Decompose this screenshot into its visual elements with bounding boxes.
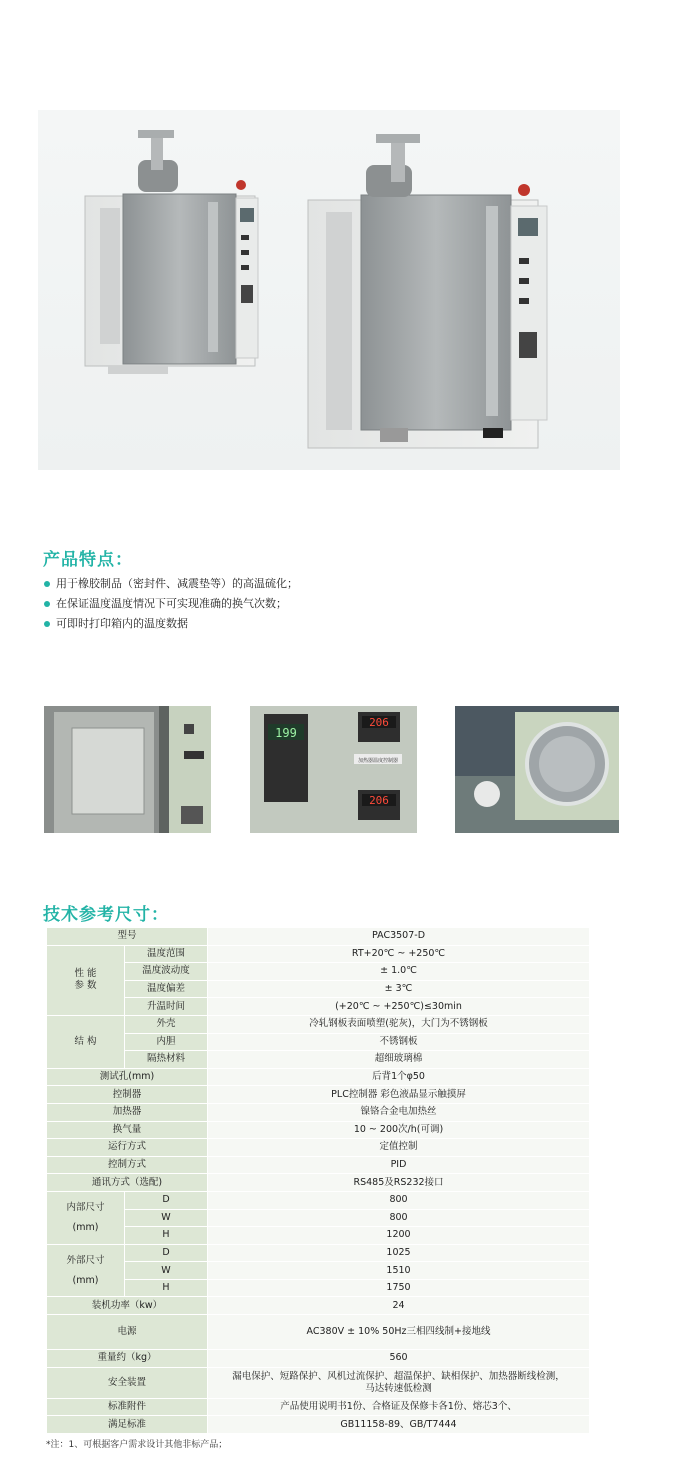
features-title: 产品特点： (43, 550, 133, 570)
table-row: 加热器 镍铬合金电加热丝 (47, 1103, 590, 1121)
fan-photo (455, 706, 619, 833)
table-row: 安全装置 漏电保护、短路保护、风机过流保护、超温保护、缺相保护、加热器断线检测， 马达转速低检测 (47, 1367, 590, 1398)
table-row: 型号 PAC3507-D (47, 928, 590, 946)
interior-photo (44, 706, 211, 833)
table-row: 测试孔(mm) 后背1个φ50 (47, 1068, 590, 1086)
feature-item: 可即时打印箱内的温度数据 (44, 614, 298, 634)
spec-table (46, 927, 590, 1434)
table-row: 隔热材料 超细玻璃棉 (47, 1051, 590, 1069)
bullet-icon (44, 601, 50, 607)
controller-photo (250, 706, 417, 833)
table-row: 运行方式 定值控制 (47, 1139, 590, 1157)
table-row: 标准附件 产品使用说明书1份、合格证及保修卡各1份、熔芯3个、 (47, 1398, 590, 1416)
table-row: 温度波动度 ± 1.0℃ (47, 963, 590, 981)
display-b-top: 206 (369, 716, 389, 729)
feature-item: 用于橡胶制品（密封件、减震垫等）的高温硫化； (44, 574, 298, 594)
table-row: 内部尺寸 (mm) D 800 (47, 1191, 590, 1209)
controller-label: 加热器温度控制器 (357, 758, 399, 764)
product-hero-image (38, 110, 620, 470)
feature-item: 在保证温度温度情况下可实现准确的换气次数； (44, 594, 298, 614)
table-row: 控制器 PLC控制器 彩色液晶显示触摸屏 (47, 1086, 590, 1104)
display-a-value: 199 (275, 726, 297, 740)
table-row: 电源 AC380V ± 10% 50Hz三相四线制+接地线 (47, 1315, 590, 1350)
table-row: 换气量 10 ~ 200次/h(可调) (47, 1121, 590, 1139)
bullet-icon (44, 621, 50, 627)
table-row: 满足标准 GB11158-89、GB/T7444 (47, 1416, 590, 1434)
display-b-bottom: 206 (369, 794, 389, 807)
feature-list (44, 574, 298, 634)
table-row: W 800 (47, 1209, 590, 1227)
table-row: 控制方式 PID (47, 1156, 590, 1174)
table-row: 结 构 外壳 冷轧钢板表面喷塑(驼灰)，大门为不锈钢板 (47, 1015, 590, 1033)
table-row: W 1510 (47, 1262, 590, 1280)
table-row: 重量约（kg） 560 (47, 1350, 590, 1368)
spec-title: 技术参考尺寸： (43, 905, 169, 925)
table-row: 升温时间 (+20℃ ~ +250℃)≤30min (47, 998, 590, 1016)
table-row: 温度偏差 ± 3℃ (47, 980, 590, 998)
table-row: 通讯方式（选配) RS485及RS232接口 (47, 1174, 590, 1192)
bullet-icon (44, 581, 50, 587)
table-row: 内胆 不锈钢板 (47, 1033, 590, 1051)
table-row: 外部尺寸 (mm) D 1025 (47, 1244, 590, 1262)
table-row: H 1200 (47, 1227, 590, 1245)
oven-illustration (38, 110, 620, 470)
footnote: *注：1、可根据客户需求设计其他非标产品； (46, 1440, 228, 1450)
table-row: H 1750 (47, 1279, 590, 1297)
table-row: 性 能 参 数 温度范围 RT+20℃ ~ +250℃ (47, 945, 590, 963)
table-row: 装机功率（kw） 24 (47, 1297, 590, 1315)
